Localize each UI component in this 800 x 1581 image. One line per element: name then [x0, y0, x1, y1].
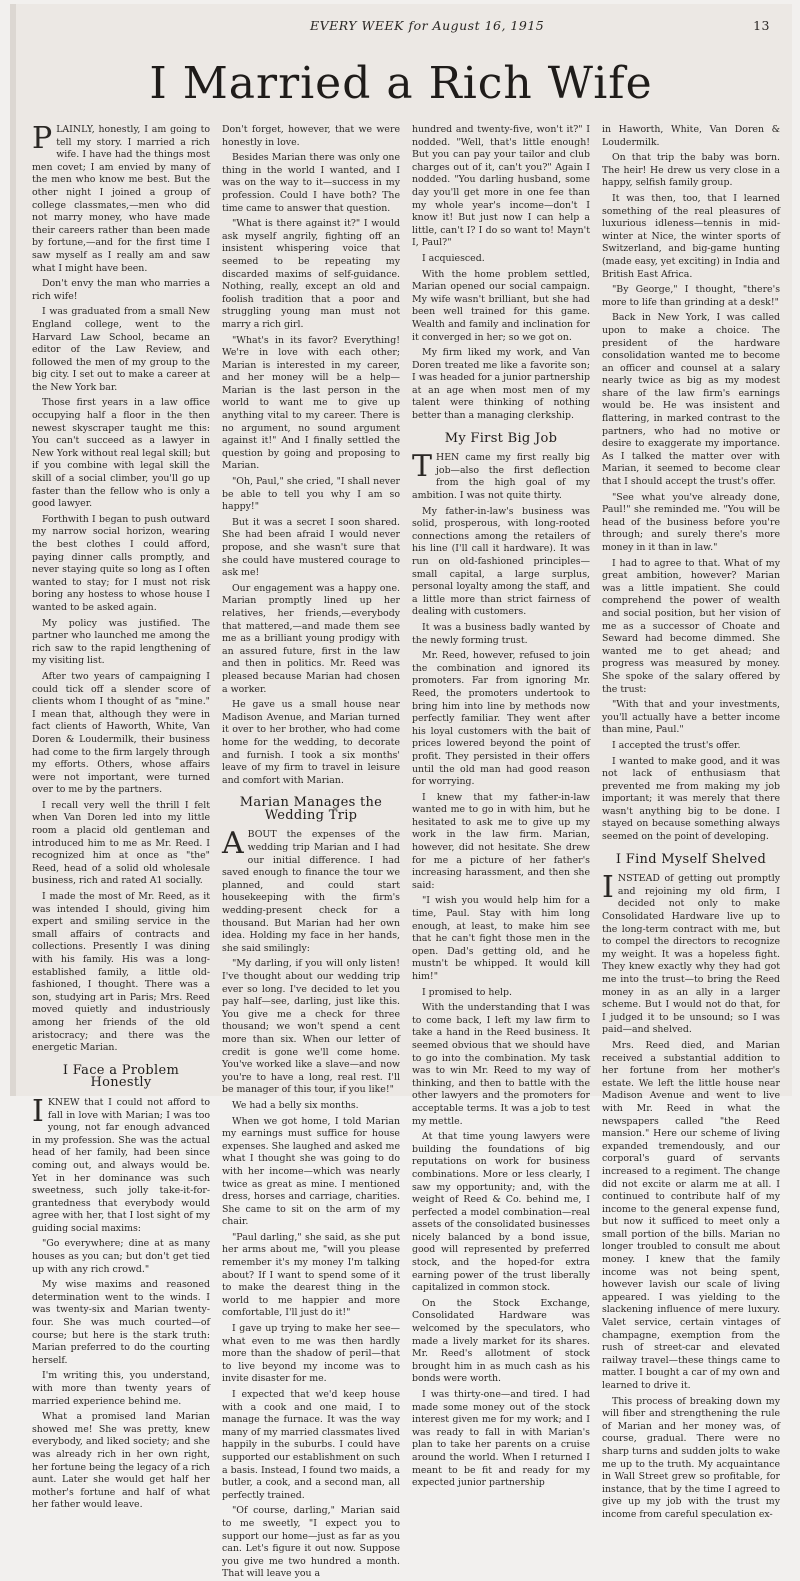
paragraph-text: After two years of campaigning I could tick off a slender score of clients whom I thought of as "mine." I mean that, although they were in fact clients of Haworth, White, Van Doren & Loudermilk, their business had come to the firm largely through my efforts. Others, whose affairs were not important, were turned over to me by the partners. — [32, 670, 210, 796]
article-paragraph — [602, 1040, 780, 1393]
article-paragraph — [32, 1411, 210, 1512]
paragraph-text: At that time young lawyers were building the foundations of big reputations on work for business combinations. More or less clearly, I saw my opportunity; and, with the weight of Reed & Co. behind me, I perfected a model combination—real assets of the consolidated businesses nicely balanced by a bond issue, good will represented by preferred stock, and the hoped-for extra earning power of the trust liberally capitalized in common stock. — [412, 1131, 590, 1294]
article-paragraph — [412, 650, 590, 789]
paragraph-text: I had to agree to that. What of my great ambition, however? Marian was a little impatient. She could comprehend the power of wealth and social position, but her vision of me as a successor of Choate and Seward had become dimmed. She wanted me to get ahead; and progress was measured by money. She spoke of the salary offered by the trust: — [602, 557, 780, 695]
article-paragraph — [412, 449, 590, 502]
paragraph-text: My policy was justified. The partner who launched me among the rich saw to the rapid lengthening of my visiting list. — [32, 617, 210, 667]
article-paragraph — [222, 517, 400, 580]
paragraph-text: My firm liked my work, and Van Doren treated me like a favorite son; I was headed for a junior partnership at an age when most men of my talent were thinking of nothing better than a managing clerkship. — [412, 347, 590, 422]
paragraph-text: Besides Marian there was only one thing in the world I wanted, and I was on the way to it—success in my profession. Could I have both? The time came to answer that question. — [222, 152, 400, 214]
paragraph-text: "My darling, if you will only listen! I've thought about our wedding trip ever so long. I've decided to let you pay half—see, darling, just like this. You give me a check for three thousand; we won't spend a cent more than six. When our letter of credit is gone we'll come home. You've worked like a slave—and now you're to have a long, real rest. I'll be manager of this tour, if you like!" — [222, 958, 400, 1096]
article-paragraph — [32, 891, 210, 1055]
magazine-page — [10, 4, 792, 1580]
paragraph-text: "What is there against it?" I would ask myself angrily, fighting off an insistent whispering voice that seemed to be repeating my discarded maxims of self-guidance. Nothing, really, except an old and foolish tradition that a poor and struggling young man must not marry a rich girl. — [222, 218, 400, 330]
drop-cap: T — [412, 449, 433, 485]
article-paragraph — [32, 1093, 210, 1236]
article-paragraph — [602, 284, 780, 309]
paragraph-text: KNEW that I could not afford to fall in love with Marian; I was too young, not far enough advanced in my profession. She was the actual head of her family, had been since coming out, and always would be. Yet in her dominance was such sweetness, such jolly take-it-for-grantedness that everybody would agree with her, that I lost sight of my guiding social maxims: — [32, 1096, 210, 1234]
article-paragraph — [222, 1116, 400, 1229]
paragraph-text: "Paul darling," she said, as she put her arms about me, "will you please remember it's my money I'm talking about? If I want to spend some of it to make the dearest thing in the world to me happier and more comfortable, I'll just do it!" — [222, 1231, 400, 1319]
article-paragraph — [32, 671, 210, 797]
drop-cap: A — [222, 826, 244, 862]
drop-cap: I — [32, 1093, 44, 1129]
paragraph-text: I made the most of Mr. Reed, as it was intended I should, giving him expert and smiling service in the small affairs of contracts and collections. Presently I was dining with his family. His was a long-established family, a little old-fashioned, I thought. There was a son, studying art in Paris; Mrs. Reed moved quietly and industriously among her friends of the old aristocracy; and there was the energetic Marian. — [32, 891, 210, 1054]
paragraph-text: "Of course, darling," Marian said to me sweetly, "I expect you to support our home—just as far as you can. Let's figure it out now. Suppose you give me two hundred a month. That will leave you a — [222, 1505, 400, 1580]
article-paragraph — [602, 124, 780, 149]
article-paragraph — [412, 1298, 590, 1386]
drop-cap: P — [32, 121, 53, 156]
paragraph-text: in Haworth, White, Van Doren & Loudermilk. — [602, 124, 780, 148]
paragraph-text: It was then, too, that I learned something of the real pleasures of luxurious idleness—tennis in mid-winter at Nice, the winter sports of Switzerland, and big-game hunting (made easy, yet exciting) in India and British East Africa. — [602, 192, 780, 280]
paragraph-text: But it was a secret I soon shared. She had been afraid I would never propose, and she wasn't sure that she could have mustered courage to ask me! — [222, 516, 400, 579]
paragraph-text: I wanted to make good, and it was not lack of enthusiasm that prevented me from making my job important; it was merely that there wasn't anything big to be done. I stayed on because something always seemed on the point of developing. — [602, 755, 780, 843]
article-paragraph — [412, 253, 590, 266]
article-paragraph — [32, 514, 210, 615]
article-paragraph — [32, 800, 210, 888]
article-paragraph — [222, 1505, 400, 1581]
page-gutter — [10, 4, 16, 1096]
paragraph-text: "Go everywhere; dine at as many houses as you can; but don't get tied up with any rich crowd." — [32, 1238, 210, 1275]
article-paragraph — [412, 124, 590, 250]
paragraph-text: I was thirty-one—and tired. I had made some money out of the stock interest given me for my work; and I was ready to fall in with Marian's plan to take her parents on a cruise around the world. When I returned I meant to be fit and ready for my expected junior partnership — [412, 1389, 590, 1489]
article-paragraph — [32, 1370, 210, 1408]
article-paragraph — [412, 622, 590, 647]
paragraph-text: With the understanding that I was to come back, I left my law firm to take a hand in the Reed business. It seemed obvious that we should have to go into the combination. My task was to win Mr. Reed to my way of thinking, and then to battle with the other lawyers and the promoters for acceptable terms. It was a job to test my mettle. — [412, 1002, 590, 1127]
article-body — [32, 121, 780, 1580]
article-paragraph — [222, 335, 400, 474]
article-paragraph — [602, 1396, 780, 1522]
article-paragraph — [222, 152, 400, 215]
article-paragraph — [222, 1232, 400, 1320]
running-header — [10, 14, 792, 40]
paragraph-text: "See what you've already done, Paul!" she reminded me. "You will be head of the business before you're through; and surely there's more money in it than in law." — [602, 491, 780, 553]
paragraph-text: I accepted the trust's offer. — [612, 739, 741, 751]
paragraph-text: "What's in its favor? Everything! We're in love with each other; Marian is interested in my career, and her money will be a help—Marian is the last person in the world to want me to give up anything vital to my career. There is no argument, no sound argument against it!" And I finally settled the question by going and proposing to Marian. — [222, 334, 400, 472]
article-paragraph — [602, 492, 780, 555]
article-paragraph — [222, 124, 400, 149]
article-paragraph — [32, 1279, 210, 1367]
paragraph-text: I knew that my father-in-law wanted me to go in with him, but he hesitated to ask me to give up my work in the law firm. Marian, however, did not hesitate. She drew for me a picture of her father's increasing harassment, and then she said: — [412, 791, 590, 891]
paragraph-text: It was a business badly wanted by the newly forming trust. — [412, 621, 590, 646]
running-header-title: EVERY WEEK for August 16, 1915 — [310, 18, 545, 33]
paragraph-text: With the home problem settled, Marian opened our social campaign. My wife wasn't brilliant, but she had been well trained for this game. Wealth and family and inclination for it converged in her; so we got on. — [412, 268, 590, 343]
article-paragraph — [602, 740, 780, 753]
article-paragraph — [222, 218, 400, 331]
article-paragraph — [222, 476, 400, 514]
article-paragraph — [32, 278, 210, 303]
text-column-2 — [222, 124, 400, 1580]
article-paragraph — [222, 1100, 400, 1113]
paragraph-text: HEN came my first really big job—also the first deflection from the high goal of my ambition. I was not quite thirty. — [412, 452, 590, 502]
paragraph-text: My wise maxims and reasoned determination went to the winds. I was twenty-six and Marian twenty-four. She was much courted—of course; but here is the stark truth: Marian preferred to do the courting herself. — [32, 1279, 210, 1366]
paragraph-text: On that trip the baby was born. The heir! He drew us very close in a happy, selfish family group. — [602, 152, 780, 189]
article-paragraph — [32, 397, 210, 510]
paragraph-text: Our engagement was a happy one. Marian promptly lined up her relatives, her friends,—everybody that mattered,—and made them see me as a brilliant young prodigy with an assured future, first in the law and then in politics. Mr. Reed was pleased because Marian had chosen a worker. — [222, 582, 400, 695]
article-paragraph — [412, 1002, 590, 1128]
article-paragraph — [412, 1131, 590, 1295]
paragraph-text: What a promised land Marian showed me! She was pretty, knew everybody, and liked society; and she was already rich in her own right, her fortune being the legacy of a rich aunt. Later she would get half her mother's fortune and half of what her father would leave. — [32, 1411, 211, 1511]
section-heading: Marian Manages the Wedding Trip — [239, 795, 383, 823]
section-heading: My First Big Job — [444, 430, 558, 446]
paragraph-text: "Oh, Paul," she cried, "I shall never be able to tell you why I am so happy!" — [222, 476, 400, 513]
article-paragraph — [602, 312, 780, 488]
article-paragraph — [602, 756, 780, 844]
paragraph-text: I expected that we'd keep house with a cook and one maid, I to manage the furnace. It was the way many of my married classmates lived happily in the suburbs. I could have supported our establishment on such a basis. Instead, I found two maids, a butler, a cook, and a second man, all perfectly trained. — [222, 1389, 400, 1501]
paragraph-text: I was graduated from a small New England college, went to the Harvard Law School, became an editor of the Law Review, and followed the men of my group to the big city. I set out to make a career at the New York bar. — [32, 306, 210, 393]
paragraph-text: Mrs. Reed died, and Marian received a substantial addition to her fortune from her mother's estate. We left the little house near Madison Avenue and went to live with Mr. Reed in what the newspapers called "the Reed mansion." Here our scheme of living expanded tremendously, and our corporal's guard of servants increased to a regiment. The change did not excite or alarm me at all. I continued to contribute half of my income to the general expense fund, but now it sufficed to meet only a small portion of the bills. Marian no longer troubled to consult me about money. I knew that the family income was not being spent, however lavish our scale of living appeared. I was yielding to the slackening influence of mere luxury. Valet service, certain vintages of champagne, exemption from the rush of street-car and elevated railway travel—these things came to matter. I bought a car of my own and learned to drive it. — [602, 1039, 780, 1391]
paragraph-text: "With that and your investments, you'll actually have a better income than mine, Paul." — [602, 699, 780, 736]
article-paragraph — [32, 618, 210, 668]
paragraph-text: Forthwith I began to push outward my narrow social horizon, wearing the best clothes I could afford, paying dinner calls promptly, and never staying quite so long as I often wanted to stay; for I must not risk boring any hostess to whose house I wanted to be asked again. — [32, 513, 210, 613]
article-paragraph — [222, 1323, 400, 1386]
paragraph-text: Those first years in a law office occupying half a floor in the then newest skyscraper taught me this: You can't succeed as a lawyer in New York without real legal skill; but if you combine with legal skill the skill of a social climber, you'll go up faster than the fellow who is only a good lawyer. — [32, 397, 210, 510]
drop-cap: I — [602, 870, 614, 906]
paragraph-text: "I wish you would help him for a time, Paul. Stay with him long enough, at least, to make him see that he can't fight those men in the open. Dad's getting old, and he mustn't be whipped. It would kill him!" — [412, 895, 590, 982]
paragraph-text: Don't envy the man who marries a rich wife! — [32, 278, 210, 302]
article-paragraph — [602, 558, 780, 697]
paragraph-text: I'm writing this, you understand, with more than twenty years of married experience behind me. — [32, 1370, 210, 1407]
paragraph-text: I acquiesced. — [422, 252, 485, 264]
paragraph-text: When we got home, I told Marian my earnings must suffice for house expenses. She laughed and asked me what I thought she was going to do with her income—which was nearly twice as great as mine. I mentioned dress, horses and carriage, charities. She came to sit on the arm of my chair. — [222, 1115, 400, 1228]
paragraph-text: Don't forget, however, that we were honestly in love. — [222, 124, 400, 148]
section-heading: I Face a Problem Honestly — [62, 1062, 180, 1091]
article-paragraph — [222, 826, 400, 955]
paragraph-text: Back in New York, I was called upon to make a choice. The president of the hardware consolidation wanted me to become an officer and counsel at a salary nearly twice as big as my modest share of the law firm's earnings would be. He was insistent and flattering, in marked contrast to the partners, who had no motive or desire to exaggerate my importance. As I talked the matter over with Marian, it seemed to become clear that I should accept the trust's offer. — [602, 312, 780, 488]
paragraph-text: He gave us a small house near Madison Avenue, and Marian turned it over to her brother, who had come home for the wedding, to decorate and furnish. I took a six months' leave of my firm to travel in leisure and comfort with Marian. — [222, 699, 400, 786]
article-paragraph — [222, 958, 400, 1097]
text-column-3 — [412, 124, 590, 1489]
paragraph-text: On the Stock Exchange, Consolidated Hardware was welcomed by the speculators, who made a lively market for its shares. Mr. Reed's allotment of stock brought him in as much cash as his bonds were worth. — [412, 1297, 590, 1385]
article-paragraph — [602, 193, 780, 281]
text-column-1 — [32, 121, 211, 1511]
paragraph-text: I gave up trying to make her see—what even to me was then hardly more than the shadow of peril—that to live beyond my income was to invite disaster for me. — [222, 1323, 400, 1385]
article-paragraph — [412, 987, 590, 1000]
article-paragraph — [412, 347, 590, 423]
article-paragraph — [412, 269, 590, 345]
paragraph-text: My father-in-law's business was solid, prosperous, with long-rooted connections among the retailers of his line (I'll call it hardware). It was run on old-fashioned principles—small capital, a large surplus, personal loyalty among the staff, and a little more than strict fairness of dealing with customers. — [412, 505, 590, 618]
article-paragraph — [32, 121, 210, 275]
paragraph-text: "By George," I thought, "there's more to life than grinding at a desk!" — [602, 284, 780, 308]
page-number: 13 — [753, 18, 770, 33]
article-paragraph — [412, 895, 590, 983]
article-paragraph — [32, 306, 210, 394]
paragraph-text: We had a belly six months. — [232, 1099, 359, 1111]
article-paragraph — [412, 506, 590, 619]
article-paragraph — [222, 583, 400, 696]
paragraph-text: BOUT the expenses of the wedding trip Marian and I had our initial difference. I had saved enough to finance the tour we planned, and could start housekeeping with the firm's wedding-present check for a thousand. But Marian had her own idea. Holding my face in her hands, she said smilingly: — [222, 829, 400, 954]
article-paragraph — [32, 1238, 210, 1276]
paragraph-text: LAINLY, honestly, I am going to tell my story. I married a rich wife. I have had the things most men covet; I am envied by many of the men who know me best. But the other night I joined a group of college classmates,—men who did not marry money, who have made their careers rather than been made by fortune,—and for the first time I saw myself as I really am and saw what I might have been. — [32, 124, 210, 274]
article-paragraph — [222, 1389, 400, 1502]
paragraph-text: NSTEAD of getting out promptly and rejoining my old firm, I decided not only to make Consolidated Hardware live up to the long-term contract with me, but to compel the directors to recognize my weight. It was a hopeless fight. They knew exactly why they had got me into the trust—to bring the Reed money in as an ally in a larger scheme. But I would not do that, for I judged it to be unsound; so I was paid—and shelved. — [602, 873, 780, 1036]
article-paragraph — [602, 152, 780, 190]
text-column-4 — [602, 124, 780, 1520]
paragraph-text: hundred and twenty-five, won't it?" I nodded. "Well, that's little enough! But you can pay your tailor and club charges out of it, can't you?" Again I nodded. "You darling husband, some day you'll get more in one fee than my whole year's income—don't I know it! But just now I can help a little, can't I? I do so want to! Mayn't I, Paul?" — [412, 124, 590, 249]
article-paragraph — [602, 870, 780, 1037]
paragraph-text: Mr. Reed, however, refused to join the combination and ignored its promoters. Far from ignoring Mr. Reed, the promoters undertook to bring him into line by methods now perfectly familiar. They went after his loyal customers with the bait of prices lowered beyond the point of profit. They persisted in their offers until the old man had good reason for worrying. — [412, 650, 590, 788]
paragraph-text: This process of breaking down my will fiber and strengthening the rule of Marian and her money was, of course, gradual. There were no sharp turns and sudden jolts to wake me up to the truth. My acquaintance in Wall Street grew so profitable, for instance, that by the time I agreed to give up my job with the trust my income from careful speculation ex- — [602, 1395, 780, 1520]
paragraph-text: I promised to help. — [422, 986, 512, 998]
paragraph-text: I recall very well the thrill I felt when Van Doren led into my little room a placid old gentleman and introduced him to me as Mr. Reed. I recognized him at once as "the" Reed, head of a solid old wholesale business, rich and rated A1 socially. — [32, 799, 210, 887]
article-paragraph — [412, 792, 590, 893]
article-paragraph — [412, 1389, 590, 1490]
article-paragraph — [602, 699, 780, 737]
article-paragraph — [222, 699, 400, 787]
article-headline: I Married a Rich Wife — [149, 58, 653, 109]
section-heading: I Find Myself Shelved — [615, 851, 767, 867]
